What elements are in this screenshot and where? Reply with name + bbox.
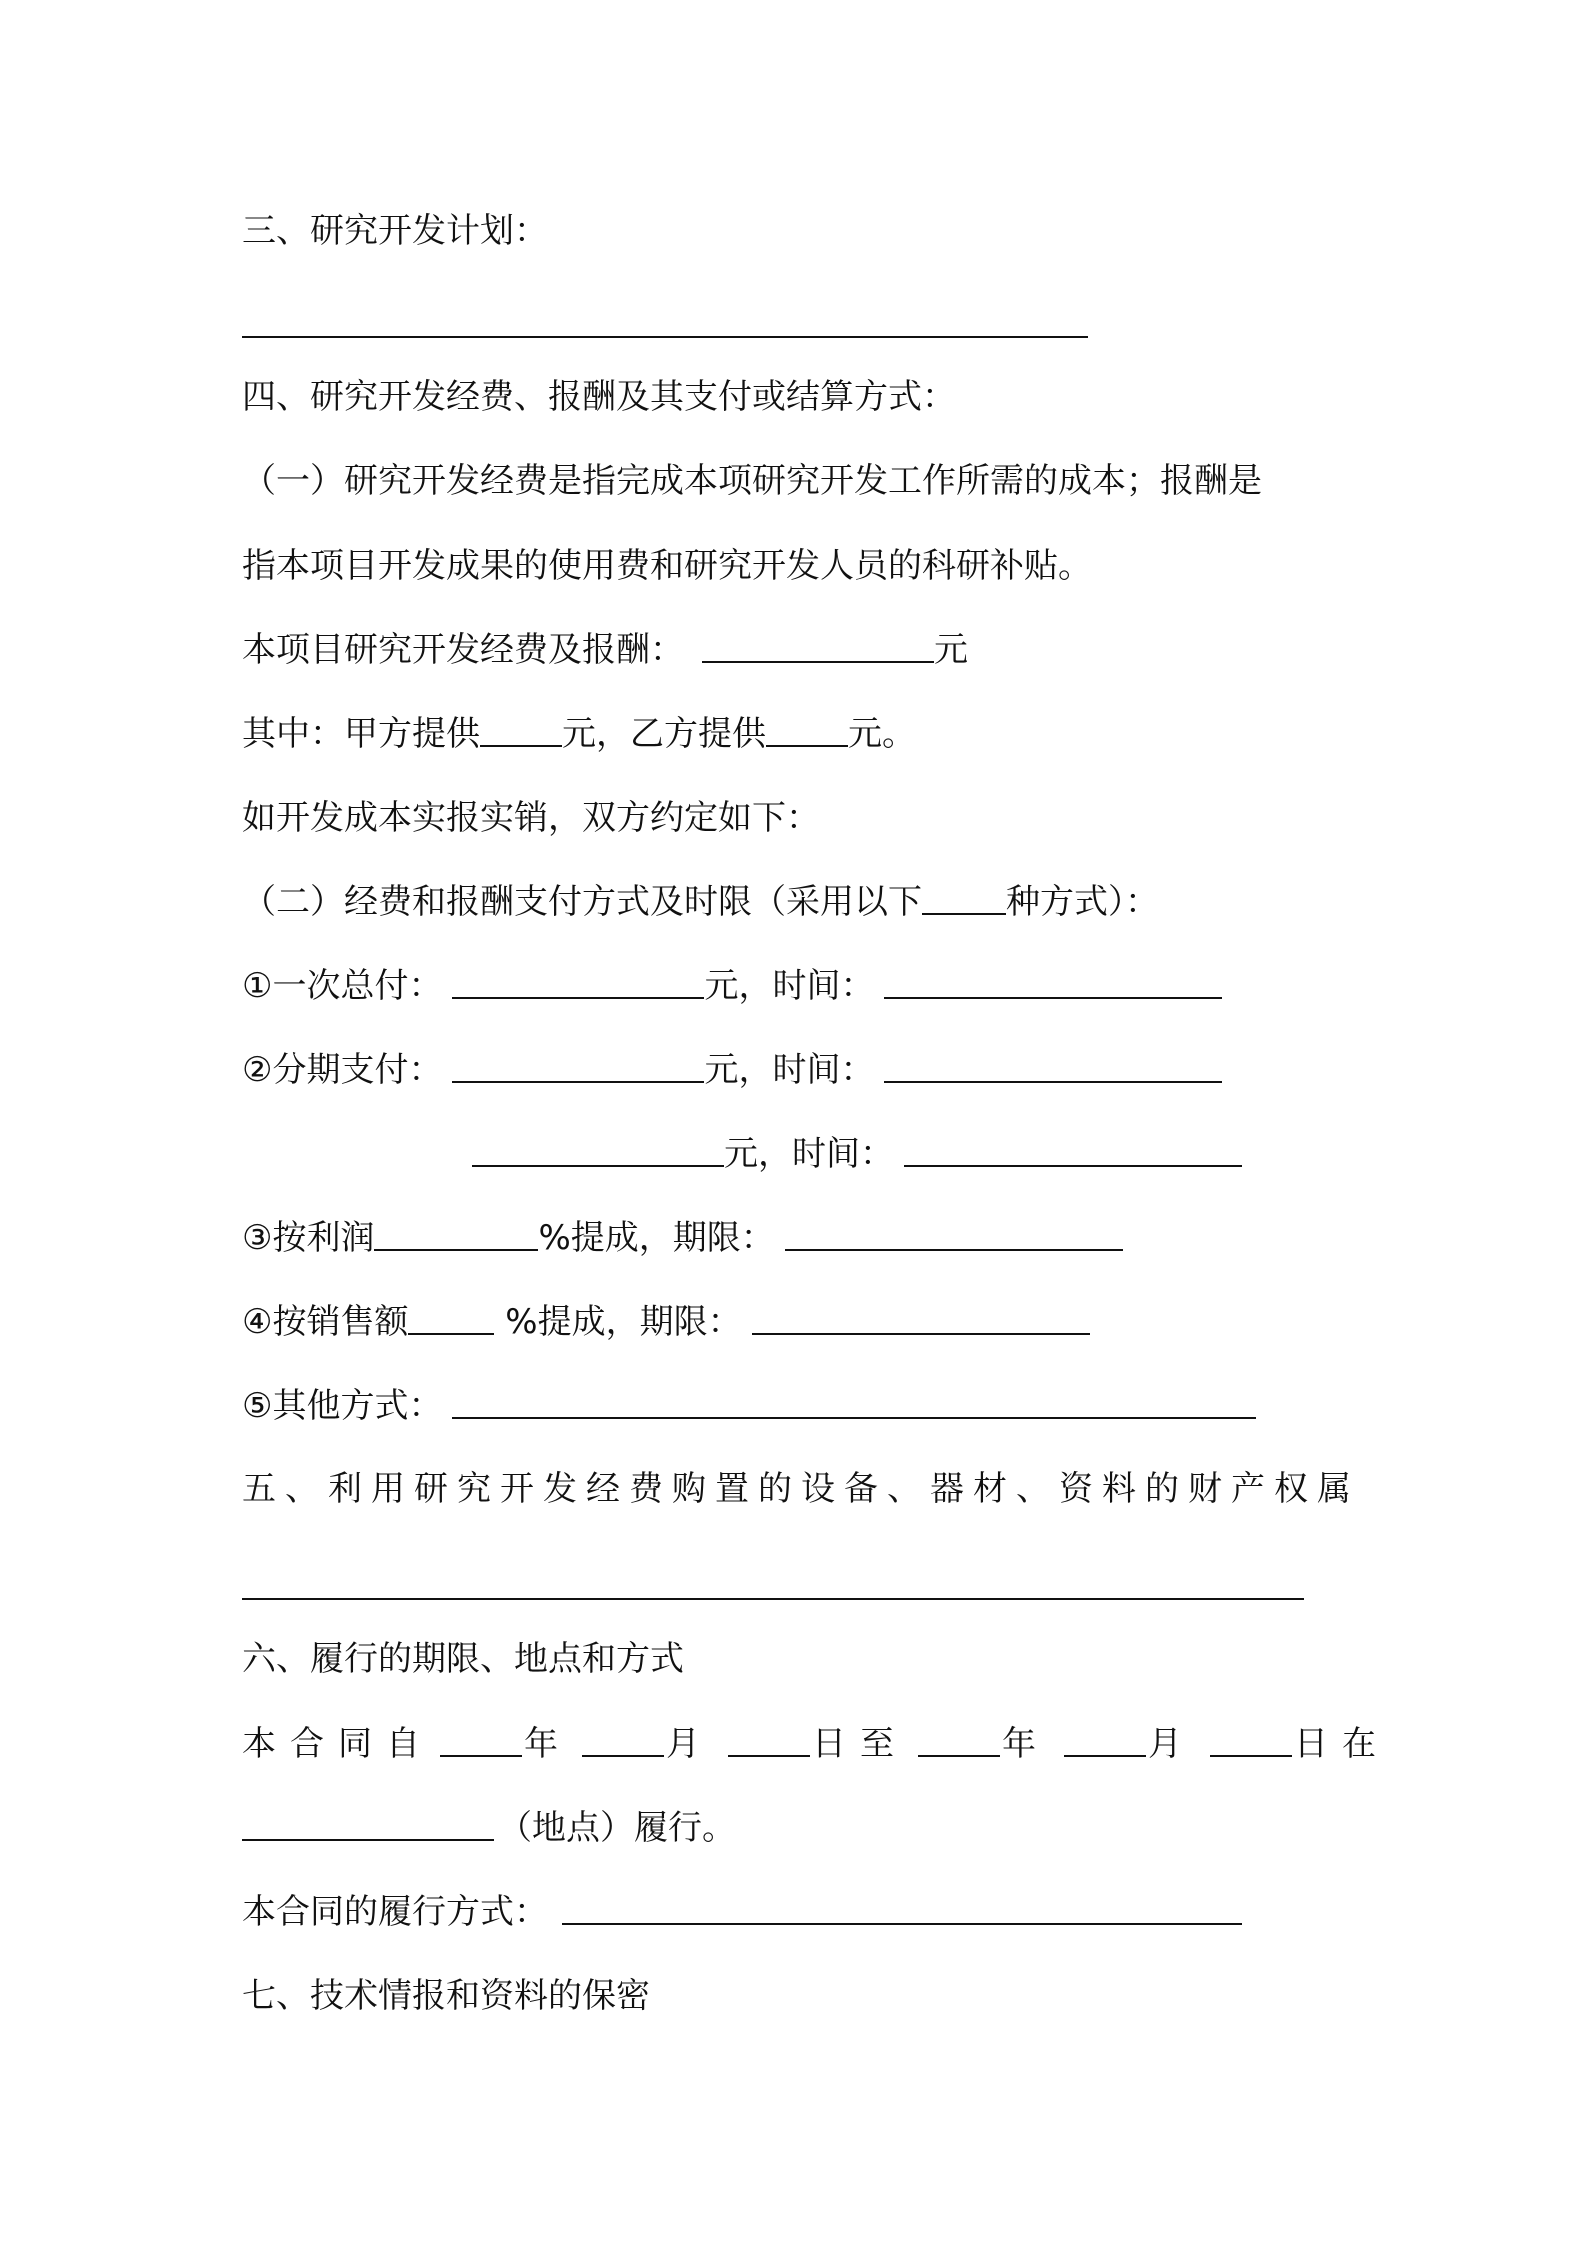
amount-blank[interactable]	[472, 1135, 724, 1167]
section-5-title: 五、利用研究开发经费购置的设备、器材、资料的财产权属	[242, 1469, 1360, 1509]
day-blank[interactable]	[728, 1725, 810, 1757]
unit-label: 元	[934, 630, 968, 670]
yuan-time-label: 元，时间：	[704, 1050, 875, 1090]
payment-method-suffix: 种方式）：	[1006, 882, 1159, 922]
blank-line[interactable]	[242, 1598, 1304, 1600]
total-fee-blank[interactable]	[702, 631, 934, 663]
percent-blank[interactable]	[374, 1219, 538, 1251]
day-blank[interactable]	[1210, 1725, 1292, 1757]
reimburse-line: 如开发成本实报实销，双方约定如下：	[242, 798, 820, 838]
performance-method-blank[interactable]	[562, 1893, 1242, 1925]
other-method-blank[interactable]	[452, 1387, 1256, 1419]
option-5-label: ⑤其他方式：	[242, 1386, 443, 1426]
blank-line[interactable]	[242, 336, 1088, 338]
section-7-title: 七、技术情报和资料的保密	[242, 1976, 650, 2016]
yuan-time-label: 元，时间：	[724, 1134, 894, 1174]
year-blank[interactable]	[440, 1725, 522, 1757]
amount-blank[interactable]	[452, 967, 704, 999]
place-line	[242, 1805, 736, 1851]
month-blank[interactable]	[582, 1725, 664, 1757]
section-3-title: 三、研究开发计划：	[242, 211, 548, 251]
party-b-blank[interactable]	[766, 715, 848, 747]
performance-method-label: 本合同的履行方式：	[242, 1892, 548, 1932]
section-4-title: 四、研究开发经费、报酬及其支付或结算方式：	[242, 377, 956, 417]
option-4-line	[242, 1299, 1090, 1345]
option-2-label: ②分期支付：	[242, 1050, 443, 1090]
time-blank[interactable]	[904, 1135, 1242, 1167]
month-label: 月	[666, 1724, 714, 1764]
party-a-blank[interactable]	[480, 715, 562, 747]
day-to-label: 日至	[812, 1724, 908, 1764]
section-6-title: 六、履行的期限、地点和方式	[242, 1639, 684, 1679]
from-label: 本合同自	[242, 1724, 434, 1764]
time-blank[interactable]	[884, 1051, 1222, 1083]
yuan-time-label: 元，时间：	[704, 966, 875, 1006]
percent-term-label: %提成，期限：	[494, 1302, 742, 1342]
year-label: 年	[1002, 1724, 1050, 1764]
total-fee-line	[242, 627, 968, 673]
split-line	[242, 711, 916, 757]
paragraph-4-1a: （一）研究开发经费是指完成本项研究开发工作所需的成本；报酬是	[242, 461, 1262, 501]
payment-method-label: （二）经费和报酬支付方式及时限（采用以下	[242, 882, 922, 922]
party-b-label: 元，乙方提供	[562, 714, 766, 754]
option-2-line	[242, 1047, 1222, 1093]
option-2-second-line	[472, 1131, 1242, 1177]
month-label: 月	[1148, 1724, 1196, 1764]
option-3-line	[242, 1215, 1123, 1261]
option-3-label: ③按利润	[242, 1218, 375, 1258]
option-1-label: ①一次总付：	[242, 966, 443, 1006]
year-label: 年	[524, 1724, 572, 1764]
term-blank[interactable]	[752, 1303, 1090, 1335]
payment-method-line	[242, 879, 1159, 925]
option-5-line	[242, 1383, 1256, 1429]
total-fee-label: 本项目研究开发经费及报酬：	[242, 630, 684, 670]
method-count-blank[interactable]	[922, 883, 1006, 915]
time-blank[interactable]	[884, 967, 1222, 999]
day-at-label: 日在	[1294, 1724, 1390, 1764]
percent-term-label: %提成，期限：	[538, 1218, 775, 1258]
month-blank[interactable]	[1064, 1725, 1146, 1757]
unit-label: 元。	[848, 714, 916, 754]
paragraph-4-1b: 指本项目开发成果的使用费和研究开发人员的科研补贴。	[242, 546, 1092, 586]
option-1-line	[242, 963, 1222, 1009]
percent-blank[interactable]	[408, 1303, 494, 1335]
year-blank[interactable]	[918, 1725, 1000, 1757]
performance-method-line	[242, 1889, 1242, 1935]
term-date-line	[242, 1721, 1390, 1767]
term-blank[interactable]	[785, 1219, 1123, 1251]
place-blank[interactable]	[242, 1809, 494, 1841]
amount-blank[interactable]	[452, 1051, 704, 1083]
place-label: （地点）履行。	[498, 1808, 736, 1848]
party-a-label: 其中：甲方提供	[242, 714, 480, 754]
option-4-label: ④按销售额	[242, 1302, 409, 1342]
